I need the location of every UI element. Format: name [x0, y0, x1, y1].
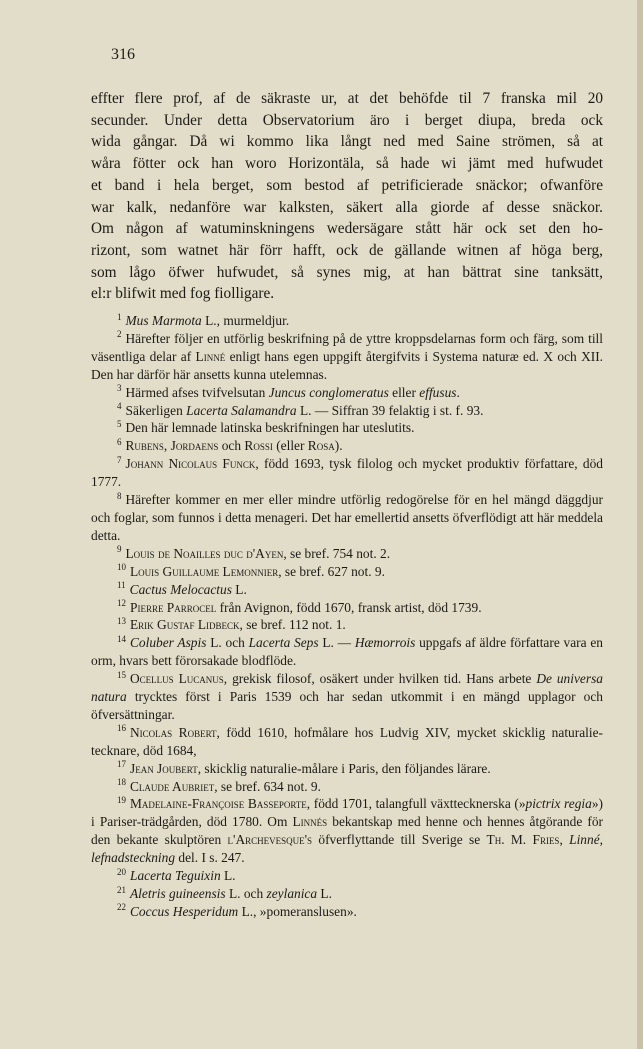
footnote-text: Madelaine-Françoise Basseporte — [130, 796, 307, 812]
text-line: Om någon af watuminskningens wedersägare stått här ock set den ho- — [91, 220, 603, 238]
footnote-text: öfverflyttande till Sverige se — [312, 832, 487, 848]
footnote-text: L., murmeldjur. — [201, 313, 290, 328]
footnote-text: Hæmorrois — [354, 635, 416, 651]
footnote-number: 11 — [117, 580, 126, 591]
footnote-text: ») i Pariser-trädgården, död 1780. Om — [91, 796, 603, 830]
footnote-text: Coluber Aspis — [130, 635, 207, 651]
footnote-text: , född 1693, tysk filolog och mycket produktiv författare, död 1777. — [91, 456, 603, 490]
footnote-number: 9 — [117, 544, 122, 555]
footnote-number: 4 — [117, 401, 122, 412]
footnote-text: De universa natura — [91, 671, 603, 705]
footnote-number: 1 — [117, 311, 122, 322]
footnote — [91, 795, 603, 867]
footnote — [91, 330, 603, 384]
footnote-text: Rossi — [244, 438, 273, 454]
footnote-number: 7 — [117, 454, 122, 465]
footnote-text: Erik Gustaf Lidbeck — [130, 617, 240, 633]
footnote-number: 18 — [117, 777, 126, 788]
footnote-text: Pierre Parrocel — [130, 599, 217, 615]
footnote-text: , se bref. 112 not. 1. — [239, 617, 346, 633]
footnote-text: från Avignon, född 1670, fransk artist, död 1739. — [216, 599, 482, 615]
footnote — [91, 563, 603, 581]
footnote-text: L., »pomeranslusen». — [238, 903, 357, 919]
footnote — [91, 724, 603, 760]
footnote-text: Jean Joubert — [130, 760, 198, 776]
footnote — [91, 634, 603, 670]
footnote-text: ). — [334, 438, 343, 454]
main-text — [91, 88, 603, 305]
footnote-text: , född 1610, hofmålare hos Ludvig XIV, mycket skicklig naturalie-tecknare, död 1684, — [91, 724, 603, 758]
footnote-text: Härmed afses tvifvelsutan — [125, 384, 269, 400]
footnote-text: Rosa — [307, 438, 335, 454]
footnote — [91, 885, 603, 903]
footnote-text: L. och — [225, 886, 267, 901]
footnote-number: 22 — [117, 902, 126, 913]
footnote-text: Johann Nicolaus Funck — [125, 456, 256, 472]
footnotes — [91, 312, 603, 921]
footnote-text: L. — [317, 886, 332, 901]
footnote — [91, 545, 603, 563]
footnote-text: Cactus Melocactus — [129, 581, 232, 597]
footnote-text: enligt hans egen uppgift återgifvits i Systema naturæ ed. X och XII. Den har därför här ansetts kunna utelemnas. — [91, 348, 604, 382]
footnote-text: , se bref. 754 not. 2. — [283, 545, 391, 561]
footnote — [91, 867, 603, 885]
footnote-text: Ocellus Lucanus — [130, 671, 224, 687]
footnote-text: Claude Aubriet — [130, 778, 215, 794]
footnote-text: Juncus conglomeratus — [268, 384, 389, 400]
footnote-number: 6 — [117, 436, 122, 447]
footnote — [91, 616, 603, 634]
footnote-number: 12 — [117, 598, 126, 609]
footnote-text: Louis Guillaume Lemonnier — [130, 563, 279, 579]
footnote — [91, 312, 603, 330]
footnote-text: Nicolas Robert — [130, 724, 217, 740]
footnote-number: 2 — [117, 329, 122, 340]
footnote — [91, 437, 603, 455]
footnote-number: 16 — [117, 723, 126, 734]
footnote-text: , se bref. 627 not. 9. — [278, 563, 385, 579]
footnote-text: Aletris guineensis — [130, 886, 226, 901]
footnote-number: 20 — [117, 866, 126, 877]
footnote-text: L. — Siffran 39 felaktig i st. f. 93. — [296, 402, 484, 418]
text-line: el:r blifwit med fog fiolligare. — [91, 285, 275, 303]
footnote-text: Linné — [195, 348, 226, 364]
footnote — [91, 581, 603, 599]
footnote-text: , — [559, 832, 570, 848]
footnote-text: del. I s. 247. — [175, 850, 245, 866]
footnote — [91, 455, 603, 491]
footnote-text: Linnés — [292, 814, 328, 830]
footnote-text: Den här lemnade latinska beskrifningen har uteslutits. — [125, 420, 415, 436]
footnote-text: uppgafs af äldre författare vara en orm, hvars bett förorsakade blodflöde. — [91, 635, 603, 669]
footnote-text: , grekisk filosof, osäkert under hvilken tid. Hans arbete — [223, 671, 537, 687]
footnote — [91, 670, 603, 724]
footnote-text: eller — [388, 384, 420, 400]
footnote-number: 15 — [117, 669, 126, 680]
text-line: et band i hela berget, som bestod af petrificierade snäckor; ofwanföre — [91, 176, 603, 194]
footnote-number: 13 — [117, 615, 126, 626]
footnote-text: L. — [231, 581, 247, 597]
footnote — [91, 778, 603, 796]
page-edge — [637, 0, 643, 1049]
text-line: wåra fötter ock han woro Horizontäla, så hade wi jämt med hufwudet — [91, 155, 603, 173]
text-line: wida gångar. Då wi kommo lika långt ned med Saine strömen, så at — [91, 133, 603, 151]
footnote-text: . — [456, 384, 460, 400]
footnote-text: L. och — [206, 635, 249, 651]
footnote-number: 19 — [117, 795, 126, 805]
footnote-text: Louis de Noailles duc d'Ayen — [125, 545, 284, 561]
footnote-text: Lacerta Salamandra — [186, 402, 297, 418]
footnote-text: l'Archevesque's — [227, 832, 313, 848]
footnote-number: 17 — [117, 759, 126, 770]
footnote-text: Säkerligen — [125, 402, 187, 418]
footnote-text: Linné, lefnadsteckning — [91, 832, 603, 866]
footnote-text: , född 1701, talangfull växttecknerska (» — [306, 796, 526, 812]
footnote — [91, 760, 603, 778]
footnote-text: pictrix regia — [525, 796, 592, 812]
footnote-text: Lacerta Teguixin — [130, 868, 221, 884]
text-line: som lågo öfwer hufwudet, så synes mig, at han bättrat sine tanksätt, — [91, 263, 603, 281]
text-line: secunder. Under detta Observatorium äro i berget diupa, breda ock — [91, 111, 603, 129]
footnote-text: Lacerta Seps — [248, 635, 319, 651]
footnote-number: 3 — [117, 383, 122, 394]
footnote-text: effusus — [419, 384, 457, 400]
footnote-number: 14 — [117, 633, 126, 644]
footnote-text: Rubens, Jordaens — [125, 438, 219, 454]
footnote-text: , skicklig naturalie-målare i Paris, den följandes lärare. — [197, 760, 491, 776]
footnote-text: , se bref. 634 not. 9. — [214, 778, 321, 794]
footnote-text: (eller — [272, 438, 308, 454]
footnote-text: och — [218, 438, 245, 454]
footnote-number: 21 — [117, 884, 126, 895]
text-line: war kalk, nedanföre war kalksten, säkert alla giorde af desse snäckor. — [91, 198, 603, 216]
footnote-text: bekantskap med henne och hennes åtgörande för den bekante skulptören — [91, 814, 604, 848]
footnote — [91, 491, 603, 545]
footnote-number: 5 — [117, 418, 122, 429]
text-line: effter flere prof, af de säkraste ur, at det behöfde til 7 franska mil 20 — [91, 90, 603, 107]
page-number: 316 — [111, 46, 135, 63]
footnote — [91, 419, 603, 437]
footnote-text: Coccus Hesperidum — [130, 903, 239, 919]
footnote-text: trycktes först i Paris 1539 och har sedan utkommit i en mängd upplagor och öfversättningar. — [91, 689, 603, 722]
footnote-number: 10 — [117, 562, 126, 573]
footnote — [91, 384, 603, 402]
footnote — [91, 903, 603, 921]
footnote-number: 8 — [117, 490, 122, 501]
footnote-text: Th. M. Fries — [486, 832, 560, 848]
footnote-text: Mus Marmota — [125, 313, 202, 328]
footnote — [91, 402, 603, 420]
footnote-text: L. — — [318, 635, 355, 651]
footnote-text: Härefter kommer en mer eller mindre utförlig redogörelse för en hel mängd däggdjur och foglar, som funnos i detta menageri. Det har emellertid ansetts öfverflödigt att här meddela detta. — [91, 492, 603, 543]
text-line: rizont, som watnet här förr hafft, ock de gällande witnen af höga berg, — [91, 241, 603, 259]
footnote-text: zeylanica — [266, 886, 318, 901]
footnote — [91, 599, 603, 617]
footnote-text: Härefter följer en utförlig beskrifning på de yttre kroppsdelarnas form och färg, som till väsentliga delar af — [91, 330, 603, 364]
footnote-text: L. — [220, 868, 236, 884]
